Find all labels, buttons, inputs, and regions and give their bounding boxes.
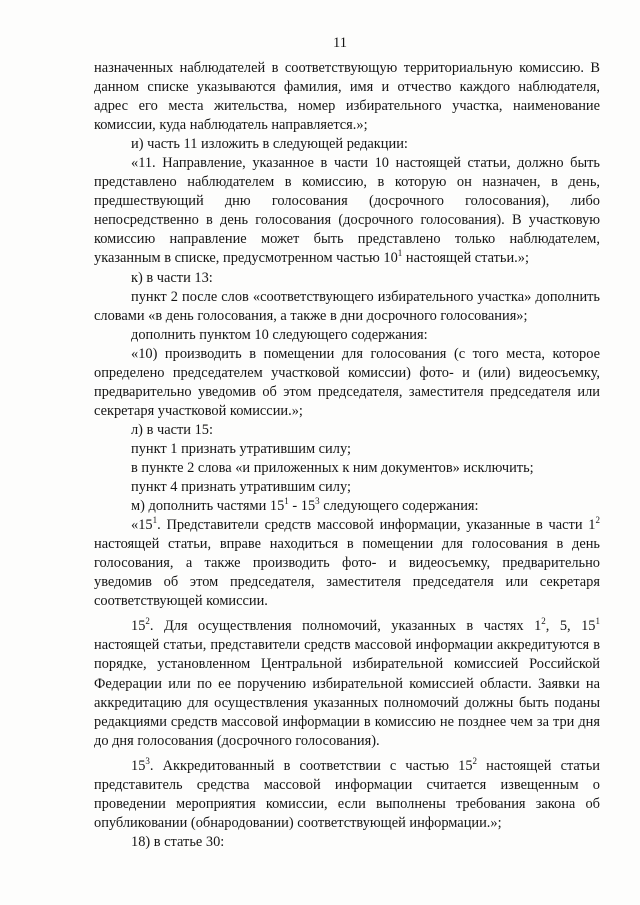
paragraph: [94, 345, 600, 421]
text-segment: к) в части 13:: [131, 269, 213, 286]
paragraph: [94, 154, 600, 268]
text-segment: пункт 2 после слов «соответствующего избирательного участка» дополнить словами «в день голосования, а также в дни досрочного голосования»;: [94, 288, 600, 324]
text-segment: настоящей статьи.»;: [402, 250, 529, 267]
document-body: [94, 59, 600, 852]
paragraph: [94, 459, 600, 478]
text-segment: м) дополнить частями 15: [131, 498, 285, 515]
text-segment: «10) производить в помещении для голосования (с того места, которое определено председателем участковой комиссии) фото- и (или) видеосъемку, предварительно уведомив об этом председателя, заместителя председателя или секретаря участковой комиссии.»;: [94, 345, 600, 419]
paragraph: [94, 269, 600, 288]
paragraph: [94, 497, 600, 516]
text-segment: «11. Направление, указанное в части 10 настоящей статьи, должно быть представлено наблюдателем в комиссию, в которую он назначен, в день, предшествующий дню голосования (досрочного голосования), либо непосредственно в день голосования (досрочного голосования). В участковую комиссию направление может быть представлено только наблюдателем, указанным в списке, предусмотренном частью 10: [94, 155, 600, 267]
text-segment: 15: [131, 618, 146, 635]
text-segment: пункт 4 признать утратившим силу;: [131, 479, 351, 496]
superscript-index: 3: [315, 496, 320, 507]
paragraph: [94, 135, 600, 154]
paragraph: [94, 617, 600, 750]
superscript-index: 2: [541, 616, 546, 627]
text-segment: дополнить пунктом 10 следующего содержания:: [131, 326, 428, 343]
paragraph: [94, 440, 600, 459]
paragraph: [94, 833, 600, 852]
paragraph: [94, 478, 600, 497]
text-segment: , 5, 15: [545, 618, 596, 635]
superscript-index: 1: [595, 616, 600, 627]
text-segment: следующего содержания:: [319, 498, 479, 515]
text-segment: 15: [131, 757, 146, 774]
paragraph: [94, 288, 600, 326]
superscript-index: 2: [472, 755, 478, 766]
text-segment: л) в части 15:: [131, 421, 213, 438]
text-segment: - 15: [288, 498, 316, 515]
text-segment: назначенных наблюдателей в соответствующую территориальную комиссию. В данном списке указываются фамилия, имя и отчество каждого наблюдателя, адрес его места жительства, номер избирательного участка, наименование комиссии, куда наблюдатель направляется.»;: [94, 60, 600, 134]
paragraph: [94, 326, 600, 345]
superscript-index: 1: [152, 515, 158, 526]
text-segment: в пункте 2 слова «и приложенных к ним документов» исключить;: [131, 459, 534, 476]
text-segment: настоящей статьи, представители средств массовой информации аккредитуются в порядке, установленном Центральной избирательной комиссией Российской Федерации или по ее поручению избирательной комиссией области. Заявки на аккредитацию для осуществления указанных полномочий должны быть поданы редакциями средств массовой информации в комиссию не позднее чем за три дня до дня голосования (досрочного голосования).: [94, 637, 600, 749]
text-segment: . Аккредитованный в соответствии с частью 15: [149, 757, 473, 774]
paragraph: [94, 757, 600, 833]
superscript-index: 1: [397, 248, 403, 259]
superscript-index: 1: [284, 496, 289, 507]
superscript-index: 3: [145, 755, 150, 766]
text-segment: . Для осуществления полномочий, указанных в частях 1: [149, 618, 542, 635]
superscript-index: 2: [595, 515, 600, 526]
superscript-index: 2: [145, 616, 150, 627]
page-number: 11: [333, 35, 347, 51]
text-segment: настоящей статьи представитель средства массовой информации считается извещенным о проведении мероприятия комиссии, если выполнены требования закона об опубликовании (обнародовании) соответствующей информации.»;: [94, 757, 600, 831]
text-segment: и) часть 11 изложить в следующей редакции:: [131, 136, 408, 153]
text-segment: «15: [131, 517, 153, 534]
text-segment: . Представители средств массовой информации, указанные в части 1: [157, 517, 596, 534]
text-segment: 18) в статье 30:: [131, 833, 225, 850]
text-segment: настоящей статьи, вправе находиться в помещении для голосования в день голосования, а также производить фото- и видеосъемку, предварительно уведомив об этом председателя, заместителя председателя или секретаря соответствующей комиссии.: [94, 536, 600, 610]
paragraph: [94, 59, 600, 135]
text-segment: пункт 1 признать утратившим силу;: [131, 440, 351, 457]
paragraph: [94, 421, 600, 440]
paragraph: [94, 516, 600, 611]
